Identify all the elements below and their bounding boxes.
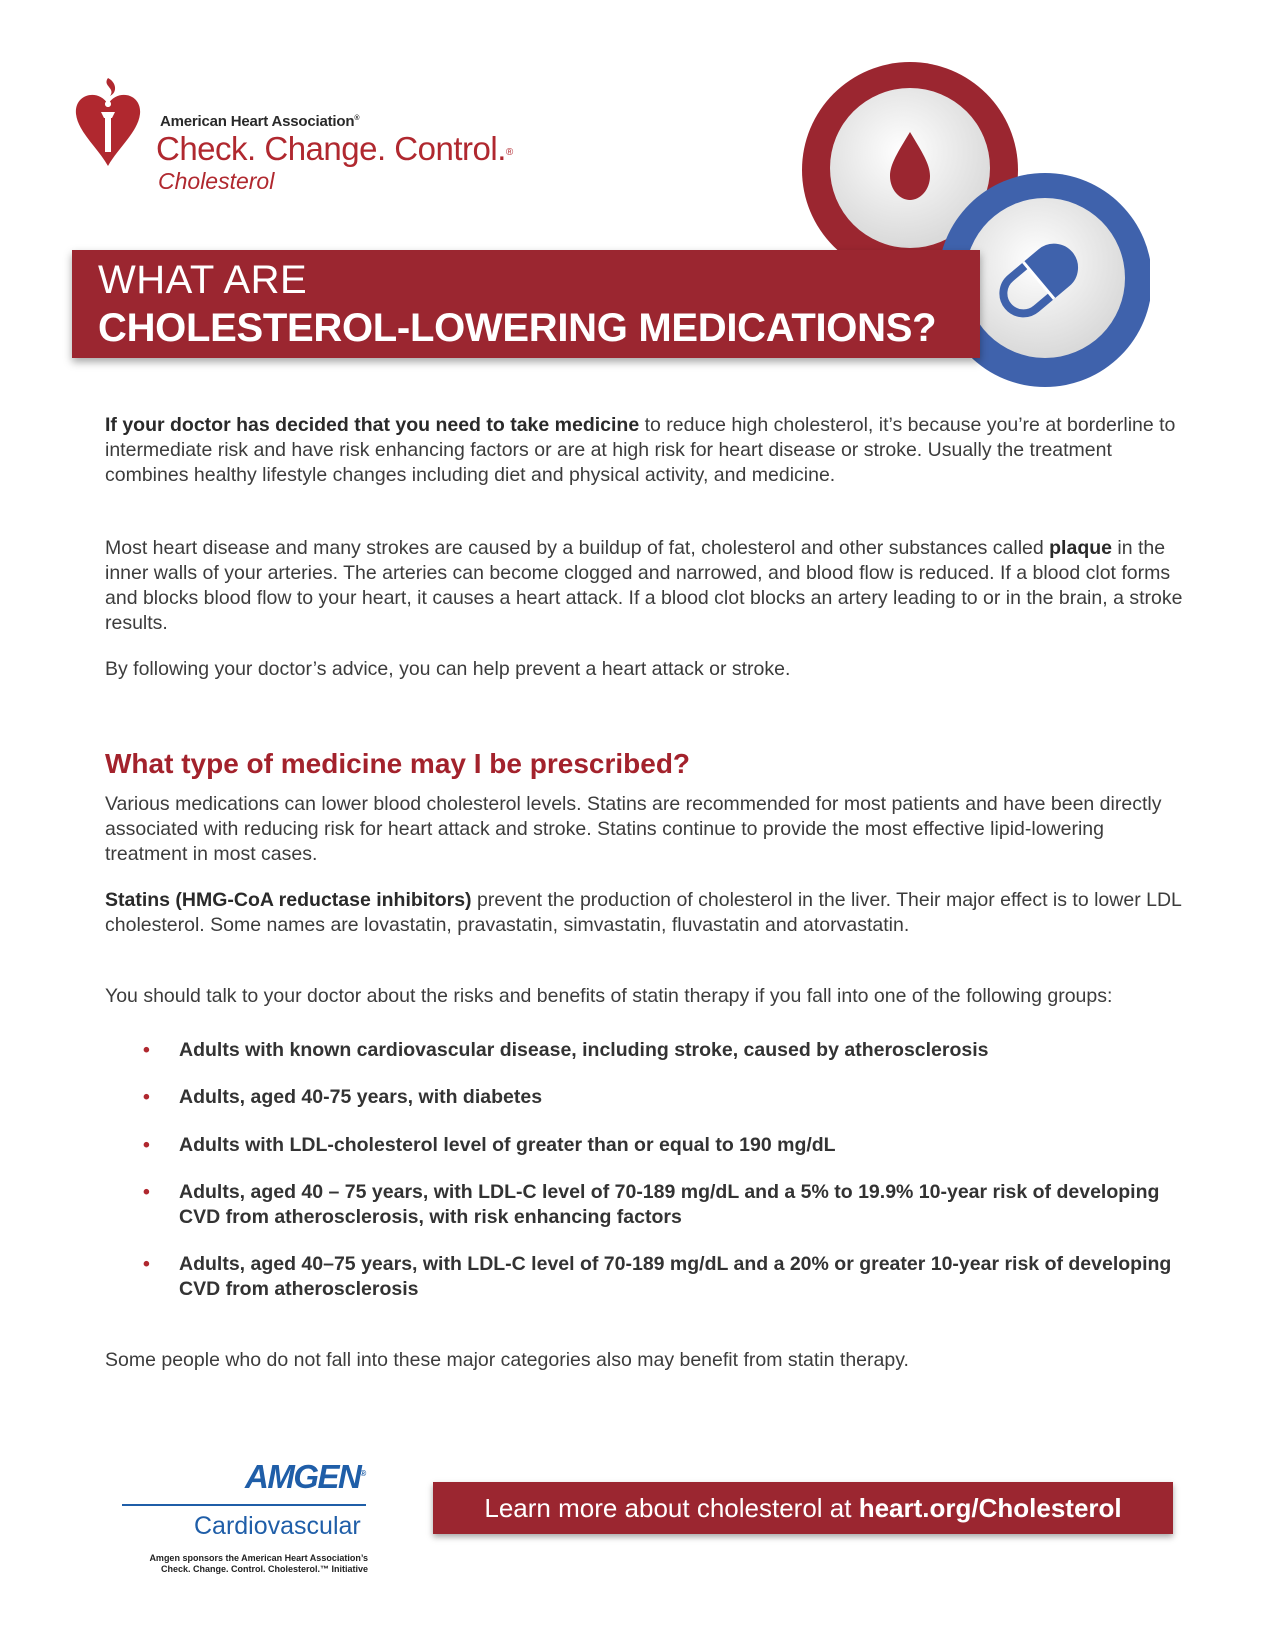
bullet-icon: • bbox=[143, 1181, 150, 1203]
section-paragraph-groups-intro: You should talk to your doctor about the risks and benefits of statin therapy if you fall into one of the following groups: bbox=[105, 985, 1113, 1007]
list-item: • Adults, aged 40–75 years, with LDL-C level of 70-189 mg/dL and a 20% or greater 10-year risk of developing CVD from atherosclerosis bbox=[143, 1253, 1172, 1300]
section-paragraph-1: Various medications can lower blood cholesterol levels. Statins are recommended for most patients and have been directly associated with reducing risk for heart attack and stroke. Statins continue to provide the most effective lipid-lowering treatment in most cases. bbox=[105, 793, 1162, 865]
organization-name: American Heart Association® bbox=[160, 113, 360, 130]
list-item: • Adults, aged 40-75 years, with diabetes bbox=[143, 1086, 543, 1108]
bullet-icon: • bbox=[143, 1134, 150, 1156]
torch-heart-logo-icon bbox=[72, 74, 144, 170]
campaign-topic: Cholesterol bbox=[158, 168, 275, 194]
section-paragraph-statins: Statins (HMG-CoA reductase inhibitors) prevent the production of cholesterol in the liver. Their major effect is to lower LDL cholesterol. Some names are lovastatin, pravastatin, simvastatin, fluvastatin and atorvastatin. bbox=[105, 889, 1182, 936]
cta-link[interactable]: Learn more about cholesterol at heart.org/Cholesterol bbox=[484, 1493, 1122, 1523]
list-item: • Adults with LDL-cholesterol level of greater than or equal to 190 mg/dL bbox=[143, 1134, 836, 1156]
intro-paragraph-2: Most heart disease and many strokes are caused by a buildup of fat, cholesterol and other substances called plaque in the inner walls of your arteries. The arteries can become clogged and narrowed, and blood flow is reduced. If a blood clot forms and blocks blood flow to your heart, it causes a heart attack. If a blood clot blocks an artery leading to or in the brain, a stroke results. bbox=[105, 537, 1183, 634]
closing-paragraph: Some people who do not fall into these major categories also may benefit from statin therapy. bbox=[105, 1349, 909, 1371]
sponsor-logo: AMGEN® bbox=[245, 1458, 367, 1495]
sponsor-note: Amgen sponsors the American Heart Association’s Check. Change. Control. Cholesterol.™ Initiative bbox=[149, 1553, 368, 1574]
page-title-line1: WHAT ARE bbox=[98, 258, 308, 302]
page-title-line2: CHOLESTEROL-LOWERING MEDICATIONS? bbox=[98, 306, 937, 350]
bullet-icon: • bbox=[143, 1253, 150, 1275]
section-heading: What type of medicine may I be prescribed? bbox=[105, 748, 691, 779]
bullet-icon: • bbox=[143, 1086, 150, 1108]
intro-paragraph-3: By following your doctor’s advice, you can help prevent a heart attack or stroke. bbox=[105, 658, 791, 680]
bullet-icon: • bbox=[143, 1039, 150, 1061]
campaign-name: Check. Change. Control.® bbox=[156, 130, 513, 167]
sponsor-division: Cardiovascular bbox=[194, 1512, 361, 1540]
list-item: • Adults, aged 40 – 75 years, with LDL-C level of 70-189 mg/dL and a 5% to 19.9% 10-year risk of developing CVD from atherosclerosis, with risk enhancing factors bbox=[143, 1181, 1160, 1228]
list-item: • Adults with known cardiovascular disease, including stroke, caused by atherosclerosis bbox=[143, 1039, 989, 1061]
sponsor-divider bbox=[122, 1504, 366, 1506]
intro-paragraph-1: If your doctor has decided that you need to take medicine to reduce high cholesterol, it’s because you’re at borderline to intermediate risk and have risk enhancing factors or are at high risk for heart disease or stroke. Usually the treatment combines healthy lifestyle changes including diet and physical activity, and medicine. bbox=[105, 414, 1176, 486]
